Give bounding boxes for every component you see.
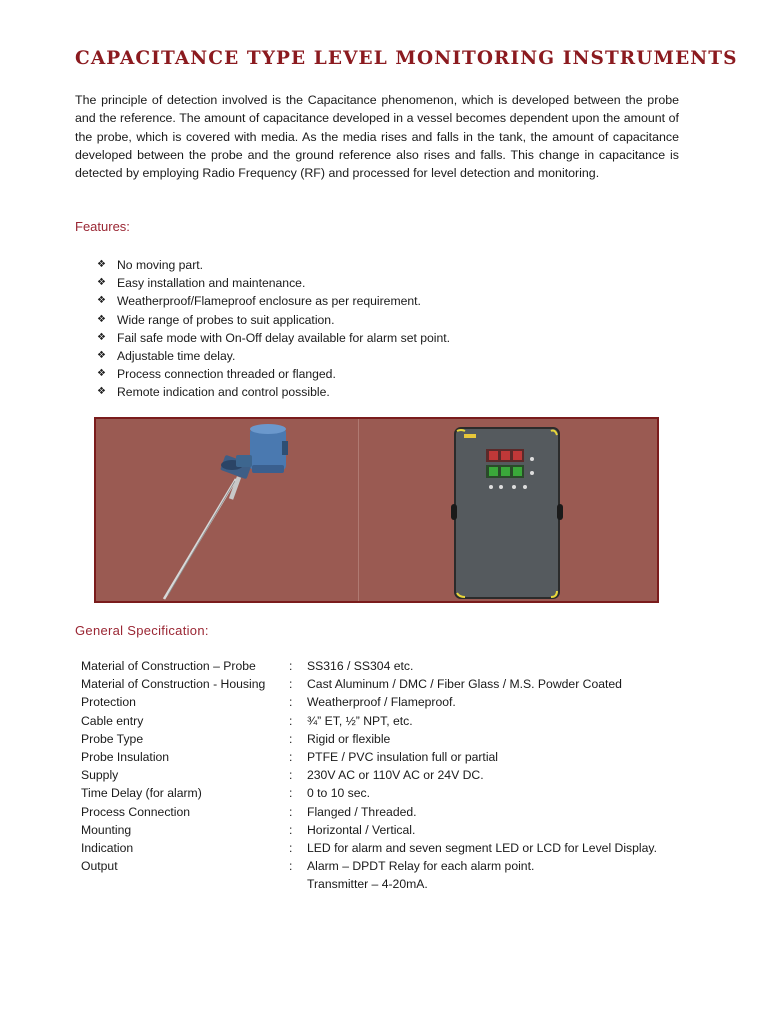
- spec-value: Cast Aluminum / DMC / Fiber Glass / M.S. Powder Coated: [307, 677, 622, 692]
- spec-label: Indication: [81, 840, 134, 855]
- feature-item: ❖ Fail safe mode with On-Off delay available for alarm set point.: [97, 329, 450, 347]
- intro-paragraph: The principle of detection involved is the Capacitance phenomenon, which is developed between the probe and the reference. The amount of capacitance developed in a vessel becomes dependent upon the amount of the probe, which is covered with media. As the media rises and falls in the tank, the amount of capacitance developed between the probe and the ground reference also rises and falls. This change in capacitance is detected by employing Radio Frequency (RF) and processed for level detection and monitoring.: [75, 93, 679, 181]
- spec-value: 0 to 10 sec.: [307, 786, 371, 801]
- spec-row: [81, 875, 657, 893]
- feature-item: ❖ Weatherproof/Flameproof enclosure as per requirement.: [97, 292, 450, 310]
- spec-row: [81, 730, 657, 748]
- spec-separator: :: [289, 840, 293, 855]
- spec-label: Probe Insulation: [81, 749, 170, 764]
- spec-value: ¾” ET, ½” NPT, etc.: [307, 713, 413, 728]
- specification-table: [81, 657, 657, 893]
- spec-label: Cable entry: [81, 713, 144, 728]
- spec-row: [81, 675, 657, 693]
- product-photo-panel: [94, 417, 659, 603]
- spec-row: [81, 784, 657, 802]
- spec-row: [81, 748, 657, 766]
- diamond-bullet-icon: ❖: [97, 313, 106, 325]
- spec-separator: :: [289, 749, 293, 764]
- spec-label: Mounting: [81, 822, 132, 837]
- diamond-bullet-icon: ❖: [97, 349, 106, 361]
- spec-label: Output: [81, 859, 118, 874]
- spec-label: Probe Type: [81, 731, 144, 746]
- features-list: [97, 256, 450, 402]
- feature-item: ❖ Remote indication and control possible.: [97, 383, 450, 401]
- spec-row: [81, 803, 657, 821]
- spec-value: Transmitter – 4-20mA.: [307, 877, 428, 892]
- control-enclosure-image: [359, 419, 659, 601]
- spec-value: Horizontal / Vertical.: [307, 822, 416, 837]
- capacitance-probe-image: [96, 419, 358, 601]
- spec-label: Protection: [81, 695, 136, 710]
- feature-item: ❖ Wide range of probes to suit application.: [97, 311, 450, 329]
- spec-separator: :: [289, 786, 293, 801]
- spec-label: Time Delay (for alarm): [81, 786, 202, 801]
- spec-label: Material of Construction – Probe: [81, 659, 256, 673]
- diamond-bullet-icon: ❖: [97, 295, 106, 307]
- spec-value: Weatherproof / Flameproof.: [307, 695, 456, 710]
- spec-separator: :: [289, 859, 293, 874]
- spec-row: [81, 857, 657, 875]
- spec-row: [81, 766, 657, 784]
- feature-item: ❖ Adjustable time delay.: [97, 347, 450, 365]
- spec-separator: [289, 875, 307, 893]
- spec-row: [81, 821, 657, 839]
- spec-value: Rigid or flexible: [307, 731, 391, 746]
- spec-row: [81, 712, 657, 730]
- spec-value: LED for alarm and seven segment LED or LCD for Level Display.: [307, 840, 657, 855]
- spec-label: Process Connection: [81, 804, 191, 819]
- spec-label: [81, 875, 289, 893]
- feature-item: ❖ No moving part.: [97, 256, 450, 274]
- spec-separator: :: [289, 768, 293, 783]
- diamond-bullet-icon: ❖: [97, 277, 106, 289]
- spec-row: [81, 693, 657, 711]
- spec-separator: :: [289, 677, 293, 692]
- spec-value: PTFE / PVC insulation full or partial: [307, 749, 499, 764]
- spec-value: Flanged / Threaded.: [307, 804, 417, 819]
- features-heading: Features:: [75, 219, 130, 234]
- spec-separator: :: [289, 804, 293, 819]
- spec-value: Alarm – DPDT Relay for each alarm point.: [307, 859, 535, 874]
- spec-value: 230V AC or 110V AC or 24V DC.: [307, 768, 484, 783]
- diamond-bullet-icon: ❖: [97, 386, 106, 398]
- spec-row: [81, 839, 657, 857]
- diamond-bullet-icon: ❖: [97, 331, 106, 343]
- feature-item: ❖ Process connection threaded or flanged.: [97, 365, 450, 383]
- spec-separator: :: [289, 731, 293, 746]
- spec-row: [81, 657, 657, 675]
- spec-separator: :: [289, 695, 293, 710]
- general-specification-heading: General Specification:: [75, 623, 209, 638]
- diamond-bullet-icon: ❖: [97, 259, 106, 270]
- feature-item: ❖ Easy installation and maintenance.: [97, 274, 450, 292]
- spec-label: Supply: [81, 768, 119, 783]
- spec-label: Material of Construction - Housing: [81, 677, 266, 692]
- spec-separator: :: [289, 713, 293, 728]
- spec-value: SS316 / SS304 etc.: [307, 659, 414, 673]
- spec-separator: :: [289, 659, 293, 673]
- spec-separator: :: [289, 822, 293, 837]
- diamond-bullet-icon: ❖: [97, 368, 106, 380]
- document-title: CAPACITANCE TYPE LEVEL MONITORING INSTRUMENTS: [75, 48, 738, 69]
